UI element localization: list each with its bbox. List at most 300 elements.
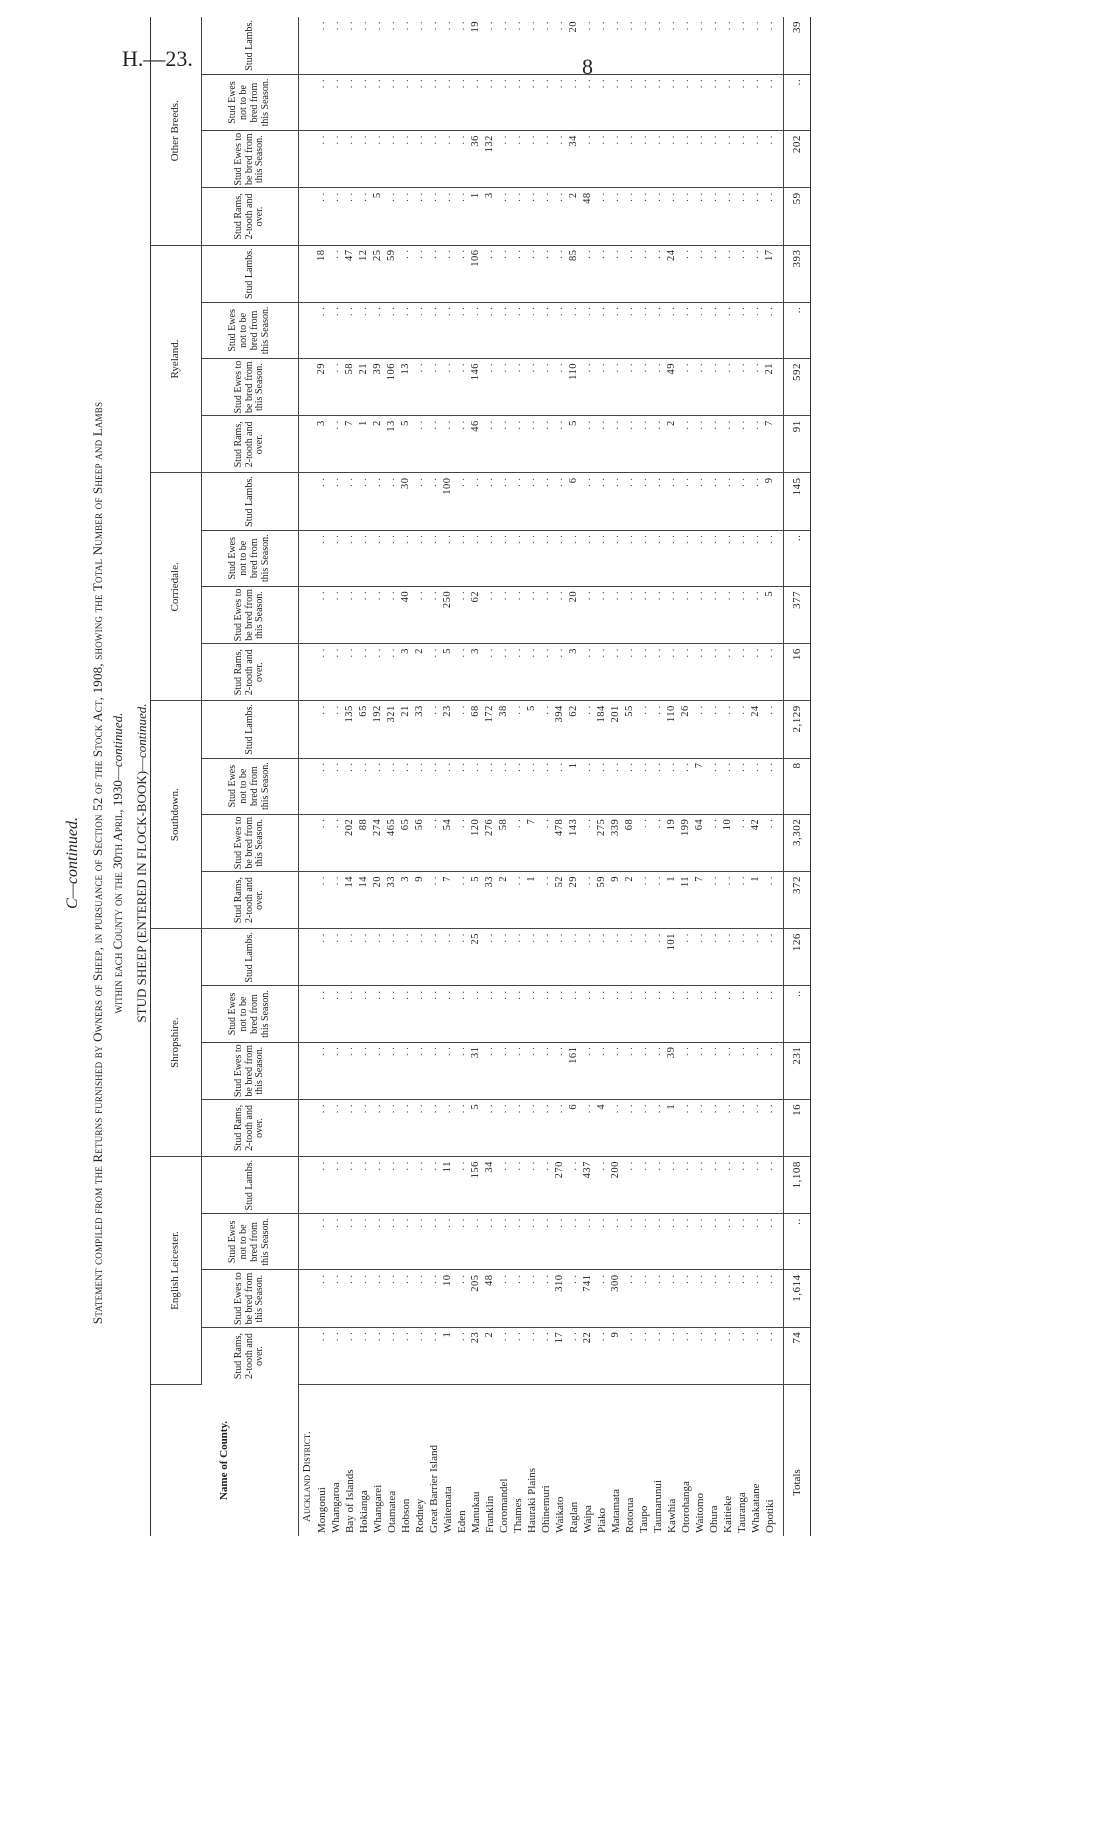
- empty-cell: . .: [385, 1099, 399, 1156]
- empty-cell: . .: [343, 644, 357, 701]
- table-cell: 161: [567, 1042, 581, 1099]
- empty-cell: . .: [525, 758, 539, 814]
- empty-cell: . .: [483, 530, 497, 586]
- table-cell: 199: [679, 814, 693, 871]
- empty-cell: . .: [399, 1327, 413, 1384]
- column-header: Stud Ewes not to be bred from this Season.: [202, 530, 299, 586]
- table-cell: 7: [693, 758, 707, 814]
- empty-cell: . .: [371, 17, 385, 74]
- table-cell: 2: [623, 871, 637, 928]
- empty-cell: . .: [399, 188, 413, 245]
- empty-cell: . .: [735, 359, 749, 416]
- empty-cell: . .: [623, 74, 637, 130]
- empty-cell: . .: [497, 758, 511, 814]
- empty-cell: . .: [567, 302, 581, 358]
- empty-cell: . .: [525, 986, 539, 1042]
- empty-cell: . .: [693, 530, 707, 586]
- empty-cell: . .: [539, 644, 553, 701]
- empty-cell: . .: [315, 644, 329, 701]
- empty-cell: . .: [651, 758, 665, 814]
- empty-cell: . .: [749, 1214, 763, 1270]
- empty-cell: . .: [721, 359, 735, 416]
- county-name: Thames: [512, 1498, 524, 1533]
- empty-cell: . .: [721, 74, 735, 130]
- empty-cell: . .: [693, 74, 707, 130]
- empty-cell: . .: [623, 17, 637, 74]
- table-cell: 65: [399, 814, 413, 871]
- table-cell: 135: [343, 701, 357, 758]
- county-name: Whangarei: [372, 1484, 384, 1533]
- empty-cell: . .: [651, 986, 665, 1042]
- empty-cell: . .: [497, 131, 511, 188]
- empty-cell: . .: [399, 758, 413, 814]
- empty-cell: . .: [581, 131, 595, 188]
- empty-cell: . .: [441, 245, 455, 302]
- empty-cell: . .: [763, 17, 784, 74]
- total-cell: 145: [784, 473, 811, 530]
- empty-cell: . .: [315, 1157, 329, 1214]
- empty-cell: . .: [679, 530, 693, 586]
- empty-cell: . .: [497, 188, 511, 245]
- table-cell: 11: [441, 1157, 455, 1214]
- empty-cell: . .: [441, 758, 455, 814]
- empty-cell: . .: [511, 1157, 525, 1214]
- empty-cell: . .: [539, 530, 553, 586]
- empty-cell: . .: [623, 302, 637, 358]
- empty-cell: . .: [357, 1157, 371, 1214]
- empty-cell: . .: [651, 473, 665, 530]
- empty-cell: . .: [469, 530, 483, 586]
- table-cell: 64: [693, 814, 707, 871]
- empty-cell: . .: [441, 986, 455, 1042]
- empty-cell: [299, 644, 316, 701]
- table-cell: 31: [469, 1042, 483, 1099]
- table-cell: 1: [441, 1327, 455, 1384]
- column-header: Stud Ewes to be bred from this Season.: [202, 586, 299, 643]
- table-cell: 2: [497, 871, 511, 928]
- empty-cell: . .: [763, 701, 784, 758]
- empty-cell: . .: [693, 1099, 707, 1156]
- empty-cell: . .: [735, 1042, 749, 1099]
- table-row: [483, 17, 497, 1536]
- empty-cell: . .: [441, 188, 455, 245]
- empty-cell: . .: [315, 131, 329, 188]
- empty-cell: . .: [623, 1042, 637, 1099]
- table-cell: 22: [581, 1327, 595, 1384]
- empty-cell: . .: [343, 1270, 357, 1327]
- breed-header-corriedale: Corriedale.: [151, 473, 202, 701]
- empty-cell: [299, 701, 316, 758]
- empty-cell: [299, 530, 316, 586]
- table-cell: 5: [567, 416, 581, 473]
- empty-cell: . .: [497, 530, 511, 586]
- total-cell: 372: [784, 871, 811, 928]
- empty-cell: . .: [329, 758, 343, 814]
- table-row: [455, 17, 469, 1536]
- empty-cell: . .: [329, 17, 343, 74]
- empty-cell: . .: [427, 188, 441, 245]
- empty-cell: . .: [609, 929, 623, 986]
- empty-cell: . .: [595, 1214, 609, 1270]
- empty-cell: . .: [623, 131, 637, 188]
- empty-cell: . .: [343, 530, 357, 586]
- empty-cell: . .: [525, 1099, 539, 1156]
- empty-cell: . .: [455, 929, 469, 986]
- table-cell: 465: [385, 814, 399, 871]
- empty-cell: . .: [763, 871, 784, 928]
- district-label: Auckland District.: [301, 1431, 313, 1522]
- empty-cell: . .: [483, 986, 497, 1042]
- empty-cell: . .: [399, 17, 413, 74]
- empty-cell: . .: [511, 586, 525, 643]
- empty-cell: . .: [581, 758, 595, 814]
- empty-cell: . .: [707, 586, 721, 643]
- empty-cell: . .: [581, 644, 595, 701]
- table-cell: 49: [665, 359, 679, 416]
- empty-cell: . .: [637, 814, 651, 871]
- table-row: [763, 17, 784, 1536]
- empty-cell: . .: [385, 530, 399, 586]
- empty-cell: . .: [679, 1042, 693, 1099]
- table-row: [581, 17, 595, 1536]
- empty-cell: . .: [735, 473, 749, 530]
- total-cell: ..: [784, 530, 811, 586]
- empty-cell: . .: [525, 74, 539, 130]
- empty-cell: . .: [679, 758, 693, 814]
- empty-cell: . .: [511, 131, 525, 188]
- empty-cell: . .: [385, 1042, 399, 1099]
- empty-cell: . .: [749, 530, 763, 586]
- table-cell: 40: [399, 586, 413, 643]
- empty-cell: . .: [497, 359, 511, 416]
- empty-cell: . .: [539, 245, 553, 302]
- table-cell: 5: [469, 871, 483, 928]
- empty-cell: . .: [749, 586, 763, 643]
- empty-cell: . .: [763, 1042, 784, 1099]
- empty-cell: . .: [595, 1157, 609, 1214]
- empty-cell: . .: [749, 74, 763, 130]
- empty-cell: [299, 929, 316, 986]
- empty-cell: . .: [651, 359, 665, 416]
- empty-cell: . .: [623, 929, 637, 986]
- empty-cell: . .: [735, 701, 749, 758]
- empty-cell: . .: [469, 74, 483, 130]
- empty-cell: . .: [483, 17, 497, 74]
- empty-cell: . .: [315, 530, 329, 586]
- empty-cell: . .: [427, 131, 441, 188]
- empty-cell: . .: [413, 530, 427, 586]
- table-cell: 1: [525, 871, 539, 928]
- total-cell: 39: [784, 17, 811, 74]
- breed-header-southdown: Southdown.: [151, 701, 202, 929]
- empty-cell: . .: [385, 302, 399, 358]
- empty-cell: . .: [735, 758, 749, 814]
- empty-cell: . .: [721, 701, 735, 758]
- table-cell: 120: [469, 814, 483, 871]
- empty-cell: . .: [469, 473, 483, 530]
- breed-header-english-leicester: English Leicester.: [151, 1157, 202, 1385]
- empty-cell: . .: [539, 302, 553, 358]
- empty-cell: . .: [707, 1157, 721, 1214]
- total-cell: 126: [784, 929, 811, 986]
- empty-cell: . .: [553, 986, 567, 1042]
- empty-cell: . .: [497, 986, 511, 1042]
- empty-cell: . .: [455, 17, 469, 74]
- empty-cell: [299, 188, 316, 245]
- empty-cell: . .: [637, 1270, 651, 1327]
- table-cell: 68: [469, 701, 483, 758]
- empty-cell: . .: [357, 1214, 371, 1270]
- table-cell: 3: [399, 644, 413, 701]
- empty-cell: . .: [665, 986, 679, 1042]
- empty-cell: . .: [679, 131, 693, 188]
- empty-cell: . .: [679, 644, 693, 701]
- empty-cell: . .: [763, 929, 784, 986]
- empty-cell: . .: [329, 188, 343, 245]
- empty-cell: . .: [539, 701, 553, 758]
- empty-cell: . .: [483, 758, 497, 814]
- empty-cell: . .: [595, 245, 609, 302]
- total-cell: 1,614: [784, 1270, 811, 1327]
- table-row: [525, 17, 539, 1536]
- table-cell: 23: [441, 701, 455, 758]
- empty-cell: . .: [637, 644, 651, 701]
- county-name: Taupo: [638, 1505, 650, 1533]
- empty-cell: . .: [315, 1099, 329, 1156]
- empty-cell: . .: [455, 131, 469, 188]
- empty-cell: . .: [609, 416, 623, 473]
- empty-cell: . .: [637, 530, 651, 586]
- empty-cell: . .: [315, 1042, 329, 1099]
- empty-cell: . .: [609, 1042, 623, 1099]
- empty-cell: . .: [371, 131, 385, 188]
- empty-cell: . .: [427, 871, 441, 928]
- column-header: Stud Lambs.: [202, 17, 299, 74]
- table-cell: 36: [469, 131, 483, 188]
- empty-cell: . .: [525, 586, 539, 643]
- table-row: [539, 17, 553, 1536]
- empty-cell: . .: [343, 1327, 357, 1384]
- empty-cell: . .: [427, 74, 441, 130]
- table-cell: 85: [567, 245, 581, 302]
- empty-cell: . .: [679, 473, 693, 530]
- empty-cell: . .: [707, 1042, 721, 1099]
- empty-cell: . .: [539, 1099, 553, 1156]
- empty-cell: . .: [595, 359, 609, 416]
- district-row: [299, 17, 316, 1536]
- empty-cell: . .: [763, 758, 784, 814]
- empty-cell: . .: [707, 986, 721, 1042]
- empty-cell: . .: [315, 986, 329, 1042]
- empty-cell: . .: [693, 701, 707, 758]
- empty-cell: . .: [735, 586, 749, 643]
- table-cell: 29: [567, 871, 581, 928]
- empty-cell: . .: [315, 871, 329, 928]
- empty-cell: [299, 473, 316, 530]
- empty-cell: . .: [497, 586, 511, 643]
- empty-cell: . .: [721, 929, 735, 986]
- table-cell: 3: [399, 871, 413, 928]
- empty-cell: . .: [623, 586, 637, 643]
- empty-cell: . .: [749, 1270, 763, 1327]
- table-cell: 18: [315, 245, 329, 302]
- table-cell: 4: [595, 1099, 609, 1156]
- empty-cell: . .: [427, 530, 441, 586]
- empty-cell: . .: [735, 1270, 749, 1327]
- table-cell: 55: [623, 701, 637, 758]
- empty-cell: . .: [609, 302, 623, 358]
- empty-cell: . .: [721, 131, 735, 188]
- empty-cell: . .: [735, 1327, 749, 1384]
- empty-cell: . .: [427, 302, 441, 358]
- table-cell: 2: [371, 416, 385, 473]
- empty-cell: . .: [637, 416, 651, 473]
- empty-cell: . .: [511, 302, 525, 358]
- empty-cell: . .: [595, 644, 609, 701]
- empty-cell: . .: [413, 929, 427, 986]
- table-cell: 11: [679, 871, 693, 928]
- empty-cell: . .: [567, 1270, 581, 1327]
- empty-cell: . .: [595, 74, 609, 130]
- empty-cell: . .: [749, 1327, 763, 1384]
- table-cell: 106: [469, 245, 483, 302]
- empty-cell: . .: [595, 131, 609, 188]
- empty-cell: . .: [427, 17, 441, 74]
- empty-cell: . .: [427, 1099, 441, 1156]
- empty-cell: . .: [441, 530, 455, 586]
- empty-cell: . .: [497, 17, 511, 74]
- totals-row: [784, 17, 811, 1536]
- empty-cell: . .: [749, 1099, 763, 1156]
- empty-cell: . .: [763, 1157, 784, 1214]
- empty-cell: . .: [581, 245, 595, 302]
- empty-cell: . .: [455, 302, 469, 358]
- empty-cell: . .: [581, 416, 595, 473]
- county-name: Piako: [596, 1507, 608, 1533]
- table-cell: 24: [665, 245, 679, 302]
- empty-cell: . .: [651, 1157, 665, 1214]
- empty-cell: . .: [623, 1157, 637, 1214]
- empty-cell: . .: [455, 1214, 469, 1270]
- table-cell: 110: [567, 359, 581, 416]
- empty-cell: . .: [707, 644, 721, 701]
- empty-cell: . .: [553, 758, 567, 814]
- county-name: Rodney: [414, 1498, 426, 1533]
- empty-cell: . .: [609, 359, 623, 416]
- column-header: Stud Lambs.: [202, 473, 299, 530]
- table-row: [665, 17, 679, 1536]
- table-cell: 48: [483, 1270, 497, 1327]
- table-cell: 146: [469, 359, 483, 416]
- empty-cell: . .: [357, 1327, 371, 1384]
- empty-cell: . .: [553, 1099, 567, 1156]
- empty-cell: . .: [665, 188, 679, 245]
- empty-cell: . .: [637, 701, 651, 758]
- empty-cell: . .: [623, 1327, 637, 1384]
- empty-cell: . .: [511, 701, 525, 758]
- empty-cell: . .: [525, 1157, 539, 1214]
- table-cell: 7: [343, 416, 357, 473]
- empty-cell: . .: [539, 1270, 553, 1327]
- table-cell: 20: [371, 871, 385, 928]
- empty-cell: . .: [637, 758, 651, 814]
- empty-cell: . .: [441, 1214, 455, 1270]
- empty-cell: . .: [665, 302, 679, 358]
- county-name: Ohinemuri: [540, 1485, 552, 1533]
- empty-cell: . .: [511, 1214, 525, 1270]
- empty-cell: . .: [329, 131, 343, 188]
- empty-cell: . .: [497, 929, 511, 986]
- table-cell: 29: [315, 359, 329, 416]
- table-cell: 20: [567, 17, 581, 74]
- empty-cell: . .: [637, 188, 651, 245]
- column-header: Stud Rams, 2-tooth and over.: [202, 644, 299, 701]
- empty-cell: . .: [581, 1099, 595, 1156]
- empty-cell: . .: [315, 473, 329, 530]
- table-row: [357, 17, 371, 1536]
- empty-cell: . .: [665, 586, 679, 643]
- table-cell: 5: [371, 188, 385, 245]
- empty-cell: . .: [525, 473, 539, 530]
- table-cell: 24: [749, 701, 763, 758]
- column-header: Stud Ewes not to be bred from this Season.: [202, 302, 299, 358]
- table-totals: [784, 17, 811, 1536]
- empty-cell: . .: [483, 74, 497, 130]
- table-cell: 184: [595, 701, 609, 758]
- empty-cell: . .: [553, 586, 567, 643]
- empty-cell: . .: [623, 530, 637, 586]
- empty-cell: . .: [413, 188, 427, 245]
- county-name: Waipa: [582, 1505, 594, 1533]
- empty-cell: . .: [525, 359, 539, 416]
- empty-cell: . .: [329, 1327, 343, 1384]
- table-row: [749, 17, 763, 1536]
- empty-cell: . .: [371, 1214, 385, 1270]
- table-cell: 46: [469, 416, 483, 473]
- empty-cell: . .: [357, 131, 371, 188]
- empty-cell: . .: [707, 530, 721, 586]
- empty-cell: . .: [497, 1214, 511, 1270]
- table-cell: 9: [609, 1327, 623, 1384]
- empty-cell: . .: [693, 586, 707, 643]
- empty-cell: . .: [693, 416, 707, 473]
- empty-cell: . .: [651, 188, 665, 245]
- column-header: Stud Ewes to be bred from this Season.: [202, 1042, 299, 1099]
- total-cell: ..: [784, 986, 811, 1042]
- empty-cell: [299, 1270, 316, 1327]
- table-cell: 2: [483, 1327, 497, 1384]
- page-number: 8: [582, 54, 593, 79]
- empty-cell: . .: [581, 701, 595, 758]
- table-cell: 23: [469, 1327, 483, 1384]
- empty-cell: . .: [329, 871, 343, 928]
- column-header: Stud Ewes to be bred from this Season.: [202, 814, 299, 871]
- county-name: Whangaroa: [330, 1482, 342, 1533]
- empty-cell: . .: [567, 929, 581, 986]
- empty-cell: . .: [735, 302, 749, 358]
- empty-cell: . .: [581, 74, 595, 130]
- empty-cell: . .: [609, 473, 623, 530]
- empty-cell: . .: [749, 986, 763, 1042]
- empty-cell: . .: [315, 929, 329, 986]
- empty-cell: . .: [595, 416, 609, 473]
- stud-sheep-table: [150, 17, 811, 1536]
- empty-cell: . .: [469, 986, 483, 1042]
- empty-cell: . .: [385, 929, 399, 986]
- empty-cell: . .: [413, 758, 427, 814]
- table-cell: 33: [483, 871, 497, 928]
- empty-cell: [299, 586, 316, 643]
